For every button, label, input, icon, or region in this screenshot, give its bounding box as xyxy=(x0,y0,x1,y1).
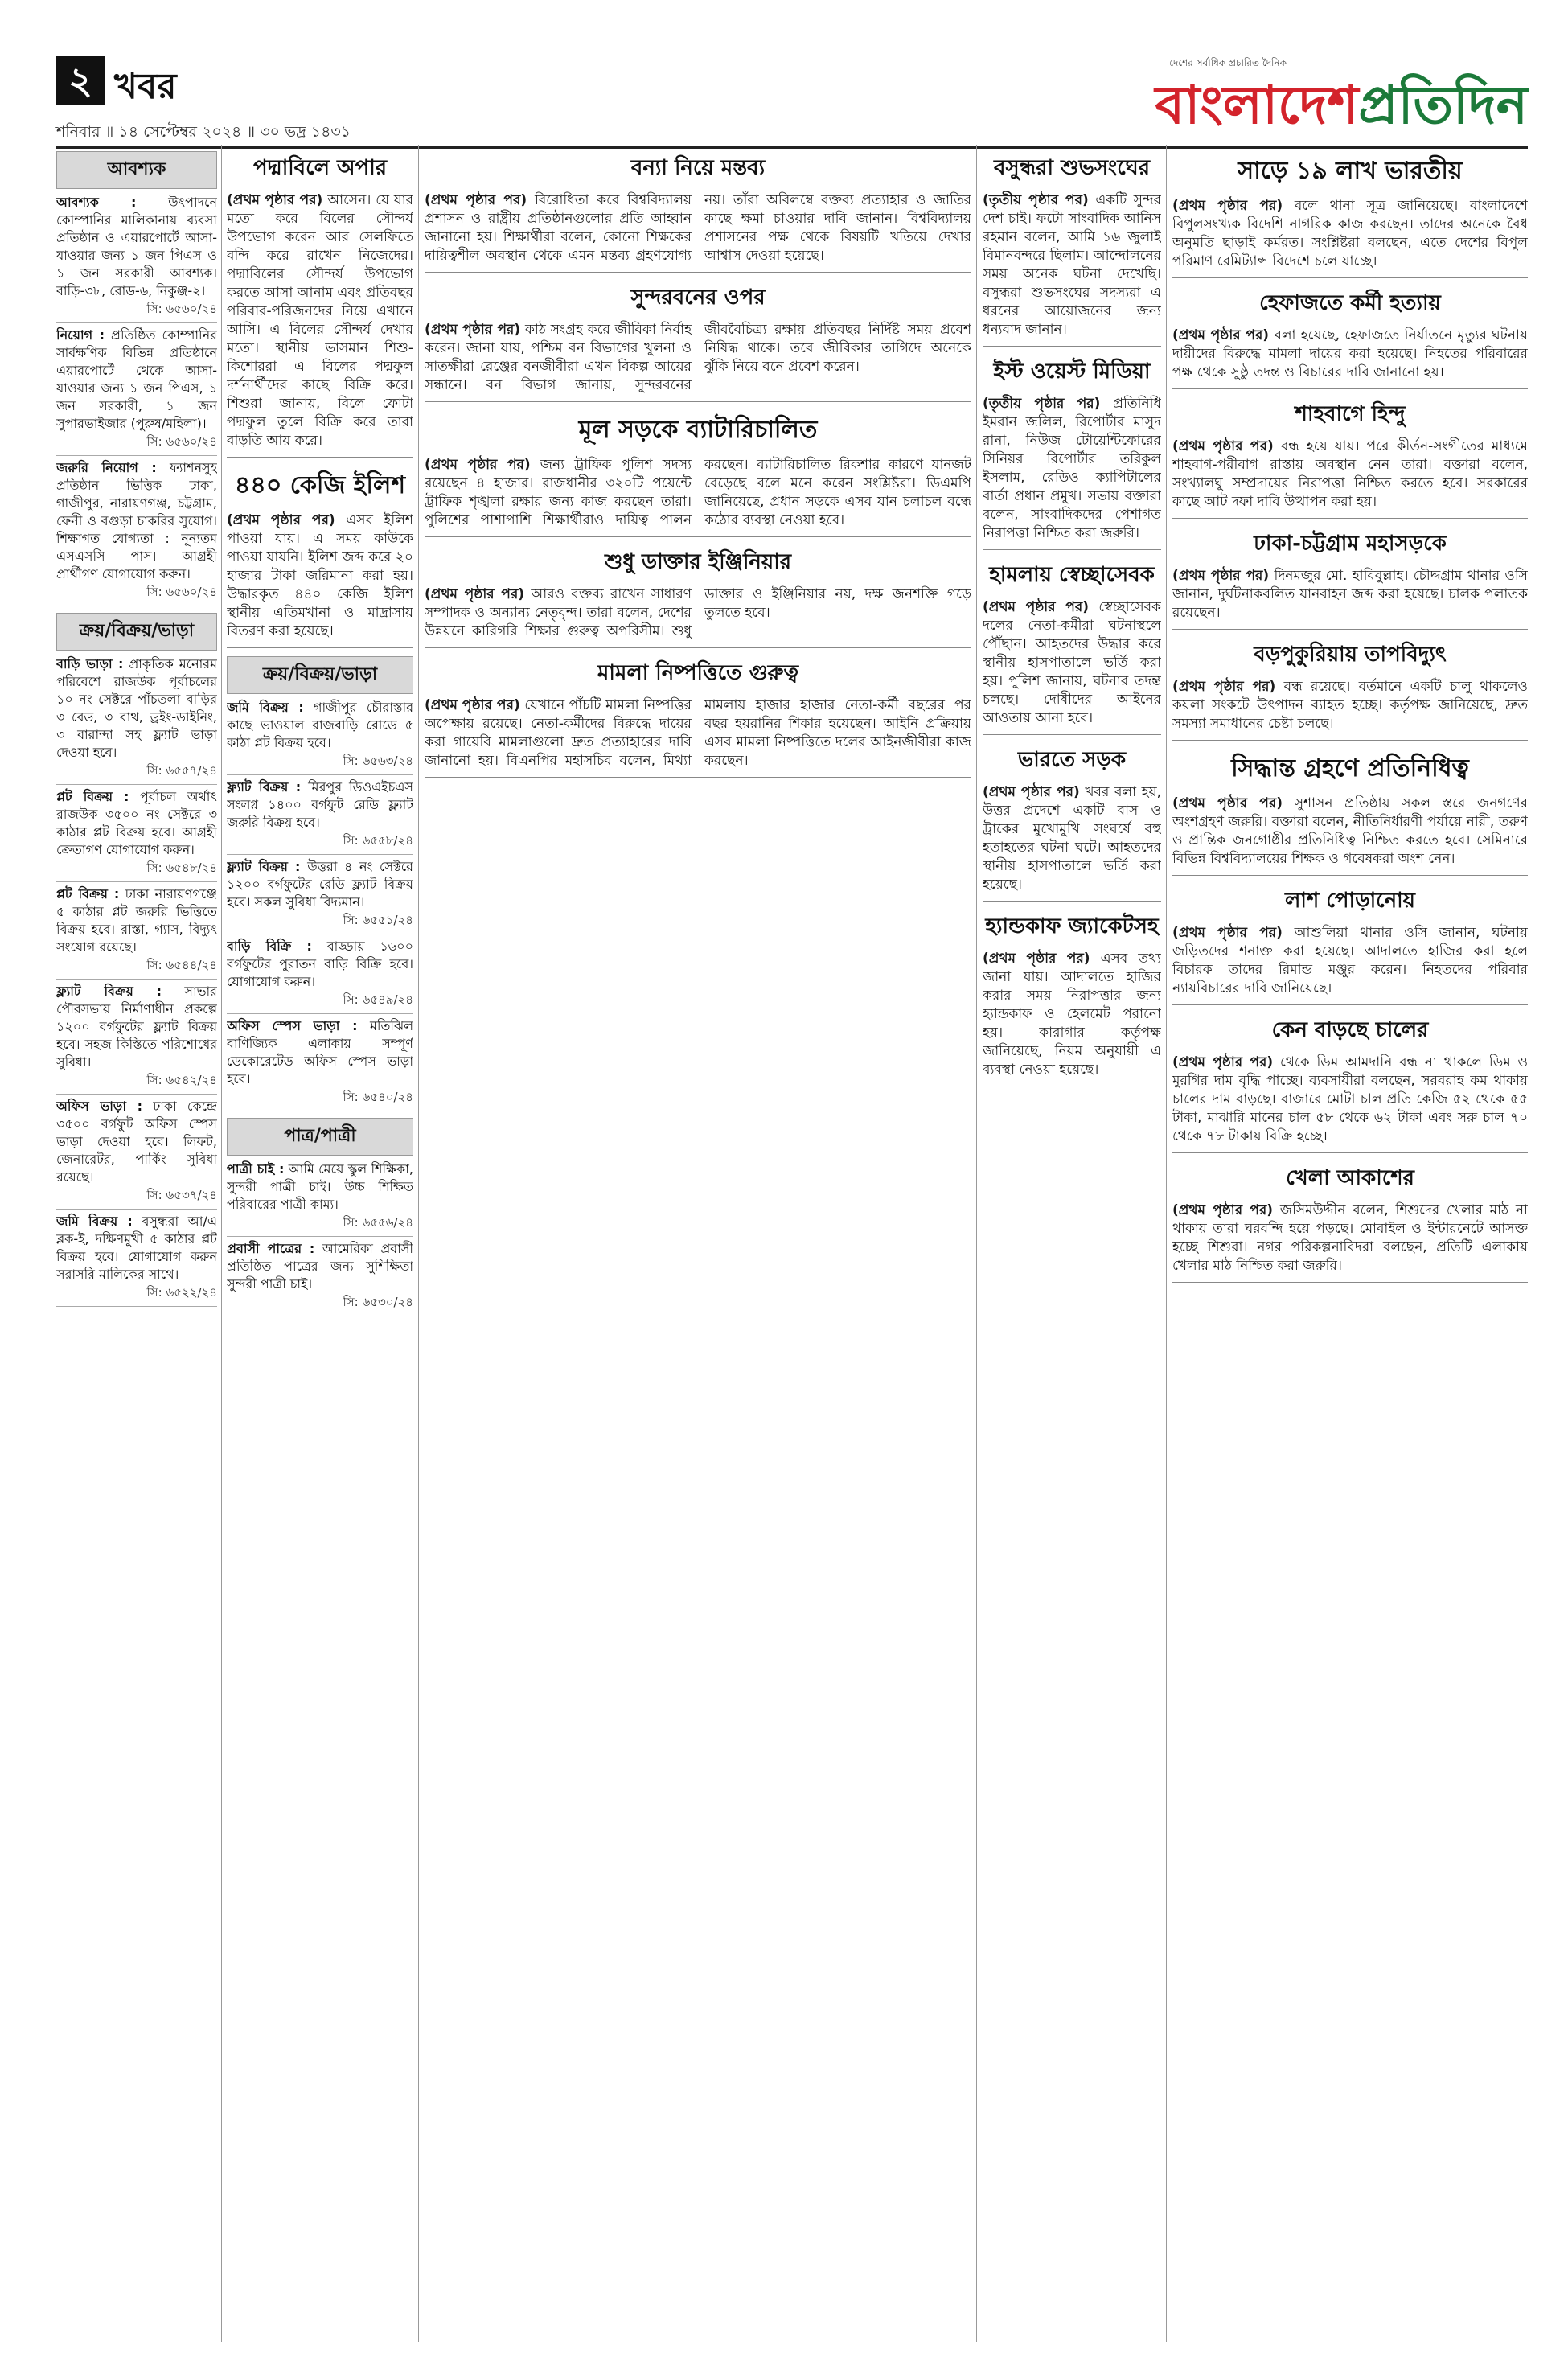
classified-ad xyxy=(56,983,217,1089)
classified-keyword: জমি বিক্রয় : xyxy=(227,700,304,715)
classified-ref: সি: ৬৫৪৯/২৪ xyxy=(343,992,413,1007)
story-headline: সাড়ে ১৯ লাখ ভারতীয় xyxy=(1238,157,1463,185)
classified-ad xyxy=(56,327,217,450)
logo-main: বাংলাদেশ xyxy=(1155,73,1359,136)
story-body: (প্রথম পৃষ্ঠার পর) খবর বলা হয়, উত্তর প্রদেশে একটি বাস ও ট্রাকের মুখোমুখি সংঘর্ষে বহু হতাহতের ঘটনা ঘটে। আহতদের স্থানীয় হাসপাতালে ভর্তি করা হয়েছে। xyxy=(983,784,1161,893)
story-indian xyxy=(1172,151,1528,278)
classified-ad xyxy=(227,778,413,849)
classified-divider xyxy=(56,979,217,980)
story-body: (প্রথম পৃষ্ঠার পর) বলা হয়েছে, হেফাজতে নির্যাতনে মৃত্যুর ঘটনায় দায়ীদের বিরুদ্ধে মামলা দায়ের করা হয়েছে। নিহতের পরিবারের পক্ষ থেকে সুষ্ঠু তদন্ত ও বিচারের দাবি জানানো হয়। xyxy=(1172,327,1528,380)
story-body: (প্রথম পৃষ্ঠার পর) জসিমউদ্দীন বলেন, শিশুদের খেলার মাঠ না থাকায় তারা ঘরবন্দি হয়ে পড়ছে। মোবাইল ও ইন্টারনেটে আসক্ত হচ্ছে শিশুরা। নগর পরিকল্পনাবিদরা বলছেন, প্রতিটি এলাকায় খেলার মাঠ নিশ্চিত করা জরুরি। xyxy=(1172,1202,1528,1274)
classified-keyword: ফ্ল্যাট বিক্রয় : xyxy=(227,859,301,874)
logo-wordmark xyxy=(1110,72,1528,137)
classified-divider xyxy=(227,774,413,775)
classified-keyword: ফ্ল্যাট বিক্রয় : xyxy=(227,779,302,795)
classified-keyword: অফিস স্পেস ভাড়া : xyxy=(227,1018,358,1033)
story-headline: সিদ্ধান্ত গ্রহণে প্রতিনিধিত্ব xyxy=(1231,754,1469,782)
classified-keyword: ফ্ল্যাট বিক্রয় : xyxy=(56,984,162,999)
classified-ref: সি: ৬৫৫৭/২৪ xyxy=(146,763,217,778)
story-sundarban xyxy=(425,281,971,402)
classified-head-matrimony: পাত্র/পাত্রী xyxy=(227,1118,413,1156)
classified-ref: সি: ৬৫৬০/২৪ xyxy=(146,302,217,316)
classified-text: প্রাকৃতিক মনোরম পরিবেশে রাজউক পূর্বাচলের ১০ নং সেক্টরে পাঁচতলা বাড়ির ৩ বেড, ৩ বাথ, ড্রইং-ডাইনিং, ৩ বারান্দা সহ ফ্ল্যাট ভাড়া দেওয়া হবে। xyxy=(56,656,217,760)
classified-text: সাভার পৌরসভায় নির্মাণাধীন প্রকল্পে ১২০০ বর্গফুটের ফ্ল্যাট বিক্রয় হবে। সহজ কিস্তিতে পরিশোধের সুবিধা। xyxy=(56,984,217,1070)
classified-keyword: প্রবাসী পাত্রের : xyxy=(227,1241,315,1256)
classified-ref: সি: ৬৫৫৮/২৪ xyxy=(343,833,413,848)
classified-ad xyxy=(56,459,217,601)
classified-text: মিরপুর ডিওএইচএস সংলগ্ন ১৪০০ বর্গফুট রেডি ফ্ল্যাট জরুরি বিক্রয় হবে। xyxy=(227,779,413,830)
story-headline: বসুন্ধরা শুভসংঘের xyxy=(993,156,1151,180)
story-headline: হামলায় স্বেচ্ছাসেবক xyxy=(989,563,1155,587)
story-dhaka-ctg xyxy=(1172,527,1528,630)
classified-keyword: আবশ্যক : xyxy=(56,195,137,210)
story-headline: লাশ পোড়ানোয় xyxy=(1284,889,1415,913)
story-body: (প্রথম পৃষ্ঠার পর) থেকে ডিম আমদানি বন্ধ না থাকলে ডিম ও মুরগির দাম বৃদ্ধি পাচ্ছে। ব্যবসায়ীরা বলছেন, সরবরাহ কম থাকায় চালের দাম বাড়ছে। বাজারে মোটা চাল প্রতি কেজি ৫২ থেকে ৫৫ টাকা, মাঝারি মানের চাল ৫৮ থেকে ৬২ টাকা এবং সরু চাল ৭০ থেকে ৭৮ টাকায় বিক্রি হচ্ছে। xyxy=(1172,1054,1528,1144)
classified-divider xyxy=(56,1094,217,1095)
dateline: শনিবার ॥ ১৪ সেপ্টেম্বর ২০২৪ ॥ ৩০ ভদ্র ১৪৩১ xyxy=(56,123,351,141)
story-headline: শুধু ডাক্তার ইঞ্জিনিয়ার xyxy=(604,550,792,574)
classified-ref: সি: ৬৫৪৮/২৪ xyxy=(146,860,217,875)
classified-ad xyxy=(56,788,217,877)
classified-ad xyxy=(227,1017,413,1106)
story-body: (প্রথম পৃষ্ঠার পর) দিনমজুর মো. হাবিবুল্লাহ। চৌদ্দগ্রাম থানার ওসি জানান, দুর্ঘটনাকবলিত যানবাহন জব্দ করা হয়েছে। চালক পলাতক রয়েছেন। xyxy=(1172,568,1528,621)
story-headline: কেন বাড়ছে চালের xyxy=(1271,1018,1429,1042)
story-battery xyxy=(425,410,971,537)
column-3 xyxy=(425,145,971,2342)
story-headline: সুন্দরবনের ওপর xyxy=(630,285,766,310)
classified-ad xyxy=(227,699,413,770)
story-shahbag xyxy=(1172,397,1528,519)
story-body: (প্রথম পৃষ্ঠার পর) জন্য ট্রাফিক পুলিশ সদস্য রয়েছেন ৪ হাজার। রাজধানীর ৩২০টি পয়েন্টে ট্রাফিক শৃঙ্খলা রক্ষার জন্য কাজ করছেন তারা। পুলিশের পাশাপাশি শিক্ষার্থীরাও দায়িত্ব পালন করছেন। ব্যাটারিচালিত রিকশার কারণে যানজট বেড়েছে বলে মনে করেন সংশ্লিষ্টরা। ডিএমপি জানিয়েছে, প্রধান সড়কে এসব যান চলাচল বন্ধে কঠোর ব্যবস্থা নেওয়া হবে। xyxy=(425,457,971,528)
story-body: (প্রথম পৃষ্ঠার পর) কাঠ সংগ্রহ করে জীবিকা নির্বাহ করেন। জানা যায়, পশ্চিম বন বিভাগের খুলনা ও সাতক্ষীরা রেঞ্জের বনজীবীরা এখন বিকল্প আয়ের সন্ধানে। বন বিভাগ জানায়, সুন্দরবনের জীববৈচিত্র্য রক্ষায় প্রতিবছর নির্দিষ্ট সময় প্রবেশ নিষিদ্ধ থাকে। তবে জীবিকার তাগিদে অনেকে ঝুঁকি নিয়ে বনে প্রবেশ করেন। xyxy=(425,322,971,393)
story-body: (তৃতীয় পৃষ্ঠার পর) একটি সুন্দর দেশ চাই। ফটো সাংবাদিক আনিস রহমান বলেন, আমি ১৬ জুলাই বিমানবন্দরে ছিলাম। আন্দোলনের সময় অনেক ঘটনা দেখেছি। বসুন্ধরা শুভসংঘের সদস্যরা এ ধরনের আয়োজনের জন্য ধন্যবাদ জানান। xyxy=(983,192,1161,338)
classified-ref: সি: ৬৫৪০/২৪ xyxy=(343,1090,413,1104)
classified-ref: সি: ৬৫৪৪/২৪ xyxy=(146,958,217,972)
classified-ref: সি: ৬৫৩০/২৪ xyxy=(343,1295,413,1309)
story-body: (প্রথম পৃষ্ঠার পর) বিরোধিতা করে বিশ্ববিদ্যালয় প্রশাসন ও রাষ্ট্রীয় প্রতিষ্ঠানগুলোর প্রতি আহ্বান জানানো হয়। শিক্ষার্থীরা বলেন, কোনো শিক্ষকের দায়িত্বশীল অবস্থান থেকে এমন মন্তব্য গ্রহণযোগ্য নয়। তাঁরা অবিলম্বে বক্তব্য প্রত্যাহার ও জাতির কাছে ক্ষমা চাওয়ার দাবি জানান। বিশ্ববিদ্যালয় প্রশাসনের পক্ষ থেকে বিষয়টি খতিয়ে দেখার আশ্বাস দেওয়া হয়েছে। xyxy=(425,192,971,264)
classified-head-trade: ক্রয়/বিক্রয়/ভাড়া xyxy=(56,613,217,651)
classified-ad xyxy=(56,1098,217,1204)
story-headline: বড়পুকুরিয়ায় তাপবিদ্যুৎ xyxy=(1254,643,1447,667)
classified-keyword: নিয়োগ : xyxy=(56,327,105,343)
classified-ad xyxy=(227,858,413,929)
classified-text: ঢাকা কেন্দ্রে ৩৫০০ বর্গফুট অফিস স্পেস ভাড়া দেওয়া হবে। লিফট, জেনারেটর, পার্কিং সুবিধা রয়েছে। xyxy=(56,1099,217,1185)
classified-ref: সি: ৬৫৬০/২৪ xyxy=(146,585,217,599)
classified-ad xyxy=(56,655,217,779)
story-case xyxy=(425,656,971,778)
classified-ad xyxy=(227,1240,413,1311)
story-headline: খেলা আকাশের xyxy=(1286,1166,1414,1190)
classified-ref: সি: ৬৫৬৩/২৪ xyxy=(343,754,413,768)
story-custody xyxy=(1172,286,1528,389)
story-engineer xyxy=(425,545,971,648)
story-body: (প্রথম পৃষ্ঠার পর) সুশাসন প্রতিষ্ঠায় সকল স্তরে জনগণের অংশগ্রহণ জরুরি। বক্তারা বলেন, নীতিনির্ধারণী পর্যায়ে নারী, তরুণ ও প্রান্তিক জনগোষ্ঠীর প্রতিনিধিত্ব নিশ্চিত করতে হবে। সেমিনারে বিভিন্ন বিশ্ববিদ্যালয়ের শিক্ষক ও গবেষকরা অংশ নেন। xyxy=(1172,795,1528,867)
newspaper-logo xyxy=(1110,56,1528,137)
classified-text: মতিঝিল বাণিজ্যিক এলাকায় সম্পূর্ণ ডেকোরেটেড অফিস স্পেস ভাড়া হবে। xyxy=(227,1018,413,1086)
story-body: (প্রথম পৃষ্ঠার পর) এসব তথ্য জানা যায়। আদালতে হাজির করার সময় নিরাপত্তার জন্য হ্যান্ডকাফ ও হেলমেট পরানো হয়। কারাগার কর্তৃপক্ষ জানিয়েছে, নিয়ম অনুযায়ী এ ব্যবস্থা নেওয়া হয়েছে। xyxy=(983,951,1161,1078)
story-body: (প্রথম পৃষ্ঠার পর) যেখানে পাঁচটি মামলা নিষ্পত্তির অপেক্ষায় রয়েছে। নেতা-কর্মীদের বিরুদ্ধে দায়ের করা গায়েবি মামলাগুলো দ্রুত প্রত্যাহারের দাবি জানানো হয়। বিএনপির মহাসচিব বলেন, মিথ্যা মামলায় হাজার হাজার নেতা-কর্মী বছরের পর বছর হয়রানির শিকার হয়েছেন। আইনি প্রক্রিয়ায় এসব মামলা নিষ্পত্তিতে দলের আইনজীবীরা কাজ করছেন। xyxy=(425,697,971,769)
story-body: (প্রথম পৃষ্ঠার পর) আসেন। যে যার মতো করে বিলের সৌন্দর্য উপভোগ করেন আর সেলফিতে বন্দি করে রাখেন নিজেদের। পদ্মাবিলের সৌন্দর্য উপভোগ করতে আসা আনাম এবং প্রতিবছর পরিবার-পরিজনদের নিয়ে এখানে আসি। এ বিলের সৌন্দর্য দেখার মতো। স্থানীয় ভাসমান শিশু-কিশোররা এ বিলের পদ্মফুল দর্শনার্থীদের কাছে বিক্রি করে। শিশুরা জানায়, বিলে ফোটা পদ্মফুল তুলে বিক্রি করে তারা বাড়তি আয় করে। xyxy=(227,192,413,449)
classified-ad xyxy=(227,1160,413,1231)
page-number: ২ xyxy=(56,56,105,105)
classified-divider xyxy=(56,784,217,785)
classified-ref: সি: ৬৫৫১/২৪ xyxy=(343,913,413,927)
classified-keyword: বাড়ি ভাড়া : xyxy=(56,656,124,672)
story-game xyxy=(1172,1161,1528,1283)
story-body: (প্রথম পৃষ্ঠার পর) স্বেচ্ছাসেবক দলের নেতা-কর্মীরা ঘটনাস্থলে পৌঁছান। আহতদের উদ্ধার করে স্থানীয় হাসপাতালে ভর্তি করা হয়। পুলিশ জানায়, ঘটনার তদন্ত চলছে। দোষীদের আইনের আওতায় আনা হবে। xyxy=(983,599,1161,726)
story-headline: ৪৪০ কেজি ইলিশ xyxy=(234,471,406,499)
classified-text: প্রতিষ্ঠিত কোম্পানির সার্বক্ষণিক বিভিন্ন প্রতিষ্ঠানে এয়ারপোর্টে থেকে আসা-যাওয়ার জন্য ১ জন পিএস, ১ জন সরকারী, ১ জন সুপারভাইজার (পুরুষ/মহিলা)। xyxy=(56,327,217,431)
classified-text: উত্তরা ৪ নং সেক্টরে ১২০০ বর্গফুটের রেডি ফ্ল্যাট বিক্রয় হবে। সকল সুবিধা বিদ্যমান। xyxy=(227,859,413,910)
classified-text: গাজীপুর চৌরাস্তার কাছে ভাওয়াল রাজবাড়ি রোডে ৫ কাঠা প্লট বিক্রয় হবে। xyxy=(227,700,413,750)
classified-ref: সি: ৬৫৪২/২৪ xyxy=(146,1073,217,1087)
classified-divider xyxy=(227,1013,413,1014)
story-burn xyxy=(1172,884,1528,1005)
matrimony-list xyxy=(227,1160,413,1316)
column-divider xyxy=(221,145,222,2342)
classified-keyword: প্লট বিক্রয় : xyxy=(56,789,129,804)
trade-list xyxy=(56,655,217,1307)
story-headline: হেফাজতে কর্মী হত্যায় xyxy=(1259,291,1441,315)
classified-keyword: জমি বিক্রয় : xyxy=(56,1214,133,1229)
jobs-list xyxy=(56,194,217,606)
story-body: (প্রথম পৃষ্ঠার পর) আরও বক্তব্য রাখেন সাধারণ সম্পাদক ও অন্যান্য নেতৃবৃন্দ। তারা বলেন, দেশের উন্নয়নে কারিগরি শিক্ষার গুরুত্ব অপরিসীম। শুধু ডাক্তার ও ইঞ্জিনিয়ার নয়, দক্ষ জনশক্তি গড়ে তুলতে হবে। xyxy=(425,586,971,639)
classified-divider xyxy=(56,455,217,456)
story-headline: মূল সড়কে ব্যাটারিচালিত xyxy=(578,416,818,444)
classified-ref: সি: ৬৫৫৬/২৪ xyxy=(343,1215,413,1230)
classified-text: বাড্ডায় ১৬০০ বর্গফুটের পুরাতন বাড়ি বিক্রি হবে। যোগাযোগ করুন। xyxy=(227,939,413,989)
classified-divider xyxy=(56,881,217,882)
story-headline: শাহবাগে হিন্দু xyxy=(1295,402,1406,426)
classified-keyword: জরুরি নিয়োগ : xyxy=(56,460,157,475)
classified-head-trade2: ক্রয়/বিক্রয়/ভাড়া xyxy=(227,656,413,694)
classified-text: আমি মেয়ে স্কুল শিক্ষিকা, সুন্দরী পাত্রী চাই। উচ্চ শিক্ষিত পরিবারের পাত্রী কাম্য। xyxy=(227,1161,413,1212)
story-headline: বন্যা নিয়ে মন্তব্য xyxy=(630,156,766,180)
story-headline: পদ্মাবিলে অপার xyxy=(252,156,388,180)
story-headline: হ্যান্ডকাফ জ্যাকেটসহ xyxy=(985,914,1159,939)
story-body: (প্রথম পৃষ্ঠার পর) বন্ধ রয়েছে। বর্তমানে একটি চালু থাকলেও কয়লা সংকটে উৎপাদন ব্যাহত হচ্ছে। কর্তৃপক্ষ জানিয়েছে, দ্রুত সমস্যা সমাধানের চেষ্টা চলছে। xyxy=(1172,679,1528,732)
column-divider xyxy=(976,145,977,2342)
story-decision xyxy=(1172,749,1528,876)
classified-text: ফ্যাশনসুহ প্রতিষ্ঠান ভিত্তিক ঢাকা, গাজীপুর, নারায়ণগঞ্জ, চট্টগ্রাম, ফেনী ও বগুড়া চাকরির সুযোগ। শিক্ষাগত যোগ্যতা : নূন্যতম এসএসসি পাস। আগ্রহী প্রার্থীগণ যোগাযোগ করুন। xyxy=(56,460,217,581)
story-ilish xyxy=(227,466,413,648)
column-5 xyxy=(983,145,1161,2342)
classified-keyword: অফিস ভাড়া : xyxy=(56,1099,143,1114)
story-body: (প্রথম পৃষ্ঠার পর) বন্ধ হয়ে যায়। পরে কীর্তন-সংগীতের মাধ্যমে শাহবাগ-পরীবাগ রাস্তায় অবস্থান নেন তারা। বক্তারা বলেন, সংখ্যালঘু সম্প্রদায়ের নিরাপত্তা নিশ্চিত করতে হবে। সরকারের কাছে আট দফা দাবি উত্থাপন করা হয়। xyxy=(1172,438,1528,510)
classified-keyword: প্লট বিক্রয় : xyxy=(56,886,120,902)
story-headline: মামলা নিষ্পত্তিতে গুরুত্ব xyxy=(597,661,799,685)
classified-divider xyxy=(56,1306,217,1307)
story-handcuff xyxy=(983,910,1161,1086)
story-body: (প্রথম পৃষ্ঠার পর) বলে থানা সূত্র জানিয়েছে। বাংলাদেশে বিপুলসংখ্যক বিদেশি নাগরিক কাজ করছেন। তাদের অনেকে বৈধ অনুমতি ছাড়াই কর্মরত। সংশ্লিষ্টরা বলছেন, এতে দেশের বিপুল পরিমাণ রেমিট্যান্স বিদেশে চলে যাচ্ছে। xyxy=(1172,198,1528,269)
classified-ref: সি: ৬৫৬০/২৪ xyxy=(146,434,217,449)
classified-divider xyxy=(56,1209,217,1210)
classifieds-column xyxy=(56,145,217,2342)
classified-text: পূর্বাচল অর্থাৎ রাজউক ৩৫০০ নং সেক্টরে ৩ কাঠার প্লট বিক্রয় হবে। আগ্রহী ক্রেতাগণ যোগাযোগ করুন। xyxy=(56,789,217,857)
story-attack xyxy=(983,558,1161,735)
column-divider xyxy=(418,145,419,2342)
classified-keyword: বাড়ি বিক্রি : xyxy=(227,939,312,954)
logo-accent: প্রতিদিন xyxy=(1358,73,1528,136)
story-body: (তৃতীয় পৃষ্ঠার পর) প্রতিনিধি ইমরান জলিল, রিপোর্টার মাসুদ রানা, নিউজ টোয়েন্টিফোরের সিনিয়র রিপোর্টার তরিকুল ইসলাম, রেডিও ক্যাপিটালের বার্তা প্রধান প্রমুখ। সভায় বক্তারা বলেন, সাংবাদিকদের পেশাগত নিরাপত্তা নিশ্চিত করা জরুরি। xyxy=(983,396,1161,541)
column-divider xyxy=(1166,145,1167,2342)
story-headline: ভারতে সড়ক xyxy=(1017,748,1127,772)
classified-divider xyxy=(227,1236,413,1237)
classified-ad xyxy=(56,194,217,318)
story-india-road xyxy=(983,743,1161,902)
classified-ad xyxy=(56,885,217,974)
story-flood xyxy=(425,151,971,273)
classified-head-jobs: আবশ্যক xyxy=(56,151,217,189)
classified-ref: সি: ৬৫৩৭/২৪ xyxy=(146,1188,217,1202)
classified-divider xyxy=(227,854,413,855)
logo-tagline: দেশের সর্বাধিক প্রচারিত দৈনিক xyxy=(1169,57,1287,68)
classified-text: উৎপাদনে কোম্পানির মালিকানায় ব্যবসা প্রতিষ্ঠান ও এয়ারপোর্টে আসা-যাওয়ার জন্য ১ জন পিএস ও ১ জন সরকারী আবশ্যক। বাড়ি-৩৮, রোড-৬, নিকুঞ্জ-২। xyxy=(56,195,217,298)
classified-text: বসুন্ধরা আ/এ ব্লক-ই, দক্ষিণমুখী ৫ কাঠার প্লট বিক্রয় হবে। যোগাযোগ করুন সরাসরি মালিকের সাথে। xyxy=(56,1214,217,1282)
story-headline: ইস্ট ওয়েস্ট মিডিয়া xyxy=(993,359,1151,384)
story-baropukuria xyxy=(1172,638,1528,741)
classified-ad xyxy=(227,938,413,1008)
classified-divider xyxy=(56,322,217,323)
story-padma xyxy=(227,151,413,458)
story-body: (প্রথম পৃষ্ঠার পর) আশুলিয়া থানার ওসি জানান, ঘটনায় জড়িতদের শনাক্ত করা হয়েছে। আদালতে হাজির করা হলে বিচারক তাদের রিমান্ড মঞ্জুর করেন। নিহতদের পরিবার ন্যায়বিচারের দাবি জানিয়েছে। xyxy=(1172,925,1528,996)
story-eastwest xyxy=(983,355,1161,550)
story-body: (প্রথম পৃষ্ঠার পর) এসব ইলিশ পাওয়া যায়। এ সময় কাউকে পাওয়া যায়নি। ইলিশ জব্দ করে ২০ হাজার টাকা জরিমানা করা হয়। উদ্ধারকৃত ৪৪০ কেজি ইলিশ স্থানীয় এতিমখানা ও মাদ্রাসায় বিতরণ করা হয়েছে। xyxy=(227,512,413,639)
classified-text: ঢাকা নারায়ণগঞ্জে ৫ কাঠার প্লট জরুরি ভিত্তিতে বিক্রয় হবে। রাস্তা, গ্যাস, বিদ্যুৎ সংযোগ রয়েছে। xyxy=(56,886,217,955)
story-bashundhara xyxy=(983,151,1161,347)
column-6 xyxy=(1172,145,1528,2342)
story-headline: ঢাকা-চট্টগ্রাম মহাসড়কে xyxy=(1254,532,1447,556)
trade2-list xyxy=(227,699,413,1111)
column-2 xyxy=(227,145,413,2342)
section-name: খবর xyxy=(114,66,177,107)
classified-ad xyxy=(56,1213,217,1301)
masthead xyxy=(56,56,1528,153)
classified-text: আমেরিকা প্রবাসী প্রতিষ্ঠিত পাত্রের জন্য সুশিক্ষিতা সুন্দরী পাত্রী চাই। xyxy=(227,1241,413,1292)
classified-keyword: পাত্রী চাই : xyxy=(227,1161,285,1177)
story-rice xyxy=(1172,1013,1528,1153)
classified-ref: সি: ৬৫২২/২৪ xyxy=(146,1285,217,1300)
